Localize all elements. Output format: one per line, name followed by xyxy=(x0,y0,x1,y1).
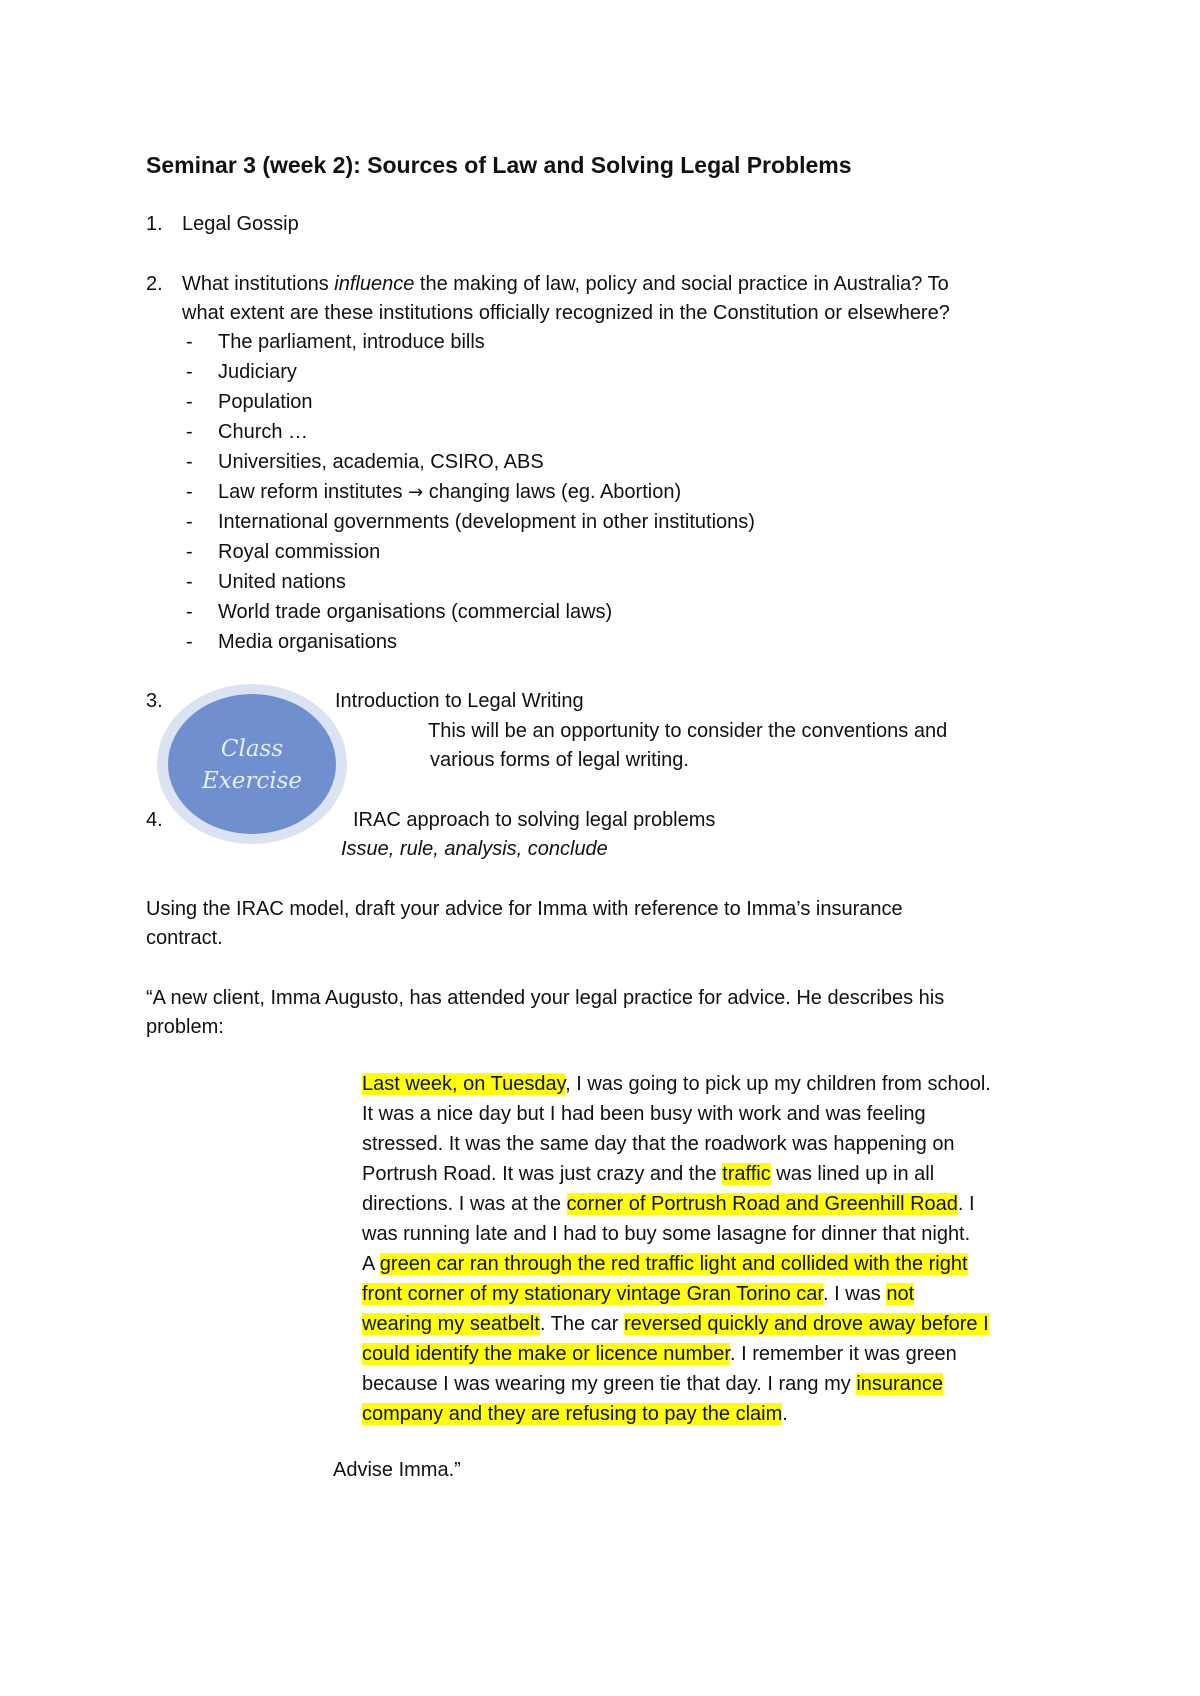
closing-instruction: Advise Imma.” xyxy=(333,1459,461,1481)
statement-text: . I remember it was green xyxy=(729,1343,957,1365)
bullet-dash: - xyxy=(186,631,193,653)
statement-line xyxy=(362,1069,1082,1099)
list-item xyxy=(186,357,755,387)
item-2-question-line1 xyxy=(182,269,949,299)
list-item xyxy=(186,417,755,447)
highlight: not xyxy=(886,1283,915,1305)
statement-line xyxy=(362,1399,1082,1429)
list-item xyxy=(186,567,755,597)
scenario-intro: problem: xyxy=(146,1016,224,1038)
highlight: traffic xyxy=(722,1163,771,1185)
statement-text: because I was wearing my green tie that day. I rang my xyxy=(362,1373,857,1395)
list-item-text: Royal commission xyxy=(218,541,381,563)
badge-line: Class xyxy=(220,736,284,762)
statement-line: was running late and I had to buy some lasagne for dinner that night. xyxy=(362,1223,971,1245)
arrow-right-icon: → xyxy=(408,482,424,503)
item-3-heading: Introduction to Legal Writing xyxy=(335,690,584,712)
statement-text: was lined up in all xyxy=(770,1163,935,1185)
list-item xyxy=(186,327,755,357)
statement-line xyxy=(362,1369,1082,1399)
bullet-dash: - xyxy=(186,511,193,533)
page-title: Seminar 3 (week 2): Sources of Law and Solving Legal Problems xyxy=(146,152,852,178)
item-1-text: Legal Gossip xyxy=(182,213,299,235)
statement-line xyxy=(362,1339,1082,1369)
list-item-text: International governments (development in other institutions) xyxy=(218,511,755,533)
list-item xyxy=(186,507,755,537)
item-4-number: 4. xyxy=(146,809,163,831)
highlight: corner of Portrush Road and Greenhill Road xyxy=(566,1193,958,1215)
highlight: wearing my seatbelt xyxy=(362,1313,540,1335)
list-item-text: Media organisations xyxy=(218,631,397,653)
list-item-text: United nations xyxy=(218,571,346,593)
item-3-description: This will be an opportunity to consider the conventions and xyxy=(428,720,948,742)
item-3-number: 3. xyxy=(146,690,163,712)
statement-text: . xyxy=(782,1403,788,1425)
list-item xyxy=(186,447,755,477)
list-item-text: Judiciary xyxy=(218,361,297,383)
statement-text: . The car xyxy=(539,1313,624,1335)
statement-text: A xyxy=(362,1253,380,1275)
bullet-dash: - xyxy=(186,451,193,473)
bullet-dash: - xyxy=(186,481,193,503)
list-item-text: World trade organisations (commercial laws) xyxy=(218,601,613,623)
statement-text: Portrush Road. It was just crazy and the xyxy=(362,1163,723,1185)
institutions-list xyxy=(186,327,755,657)
bullet-dash: - xyxy=(186,541,193,563)
scenario-intro: “A new client, Imma Augusto, has attended your legal practice for advice. He describes his xyxy=(146,987,945,1009)
instruction-text: Using the IRAC model, draft your advice for Imma with reference to Imma’s insurance xyxy=(146,898,903,920)
statement-line xyxy=(362,1309,1082,1339)
bullet-dash: - xyxy=(186,331,193,353)
list-item xyxy=(186,477,755,507)
statement-line: stressed. It was the same day that the roadwork was happening on xyxy=(362,1133,955,1155)
bullet-dash: - xyxy=(186,391,193,413)
statement-text: , I was going to pick up my children from school. xyxy=(565,1073,991,1095)
bullet-dash: - xyxy=(186,571,193,593)
question-text: the making of law, policy and social practice in Australia? To xyxy=(414,273,949,295)
highlight: green car ran through the red traffic light and collided with the right xyxy=(379,1253,968,1275)
item-1-number: 1. xyxy=(146,213,163,235)
highlight: Last week, on Tuesday xyxy=(362,1073,566,1095)
highlight: could identify the make or licence number xyxy=(362,1343,730,1365)
statement-text: . I xyxy=(957,1193,975,1215)
list-item xyxy=(186,597,755,627)
question-text: What institutions xyxy=(182,273,335,295)
statement-line xyxy=(362,1279,1082,1309)
list-item-text: Law reform institutes xyxy=(218,481,403,503)
item-4-subheading: Issue, rule, analysis, conclude xyxy=(341,838,608,860)
client-statement xyxy=(362,1069,1082,1429)
statement-text: . I was xyxy=(822,1283,887,1305)
statement-line xyxy=(362,1189,1082,1219)
list-item-text: The parliament, introduce bills xyxy=(218,331,485,353)
list-item-text: changing laws (eg. Abortion) xyxy=(428,481,682,503)
list-item xyxy=(186,627,755,657)
item-2-question-line2: what extent are these institutions officially recognized in the Constitution or elsewhere? xyxy=(182,302,950,324)
highlight: front corner of my stationary vintage Gran Torino car xyxy=(362,1283,823,1305)
item-4-heading: IRAC approach to solving legal problems xyxy=(353,809,716,831)
bullet-dash: - xyxy=(186,421,193,443)
instruction-text: contract. xyxy=(146,927,223,949)
statement-line: It was a nice day but I had been busy with work and was feeling xyxy=(362,1103,926,1125)
statement-line xyxy=(362,1249,1082,1279)
list-item-text: Population xyxy=(218,391,313,413)
list-item-text: Church … xyxy=(218,421,309,443)
item-2-number: 2. xyxy=(146,273,163,295)
list-item-text: Universities, academia, CSIRO, ABS xyxy=(218,451,544,473)
highlight: insurance xyxy=(856,1373,944,1395)
statement-text: directions. I was at the xyxy=(362,1193,567,1215)
bullet-dash: - xyxy=(186,601,193,623)
highlight: company and they are refusing to pay the claim xyxy=(362,1403,783,1425)
badge-line: Exercise xyxy=(201,768,303,794)
item-3-description: various forms of legal writing. xyxy=(430,749,689,771)
highlight: reversed quickly and drove away before I xyxy=(624,1313,989,1335)
statement-line xyxy=(362,1159,1082,1189)
question-emphasis: influence xyxy=(334,273,415,295)
list-item xyxy=(186,537,755,567)
class-exercise-label xyxy=(168,733,336,797)
bullet-dash: - xyxy=(186,361,193,383)
list-item xyxy=(186,387,755,417)
